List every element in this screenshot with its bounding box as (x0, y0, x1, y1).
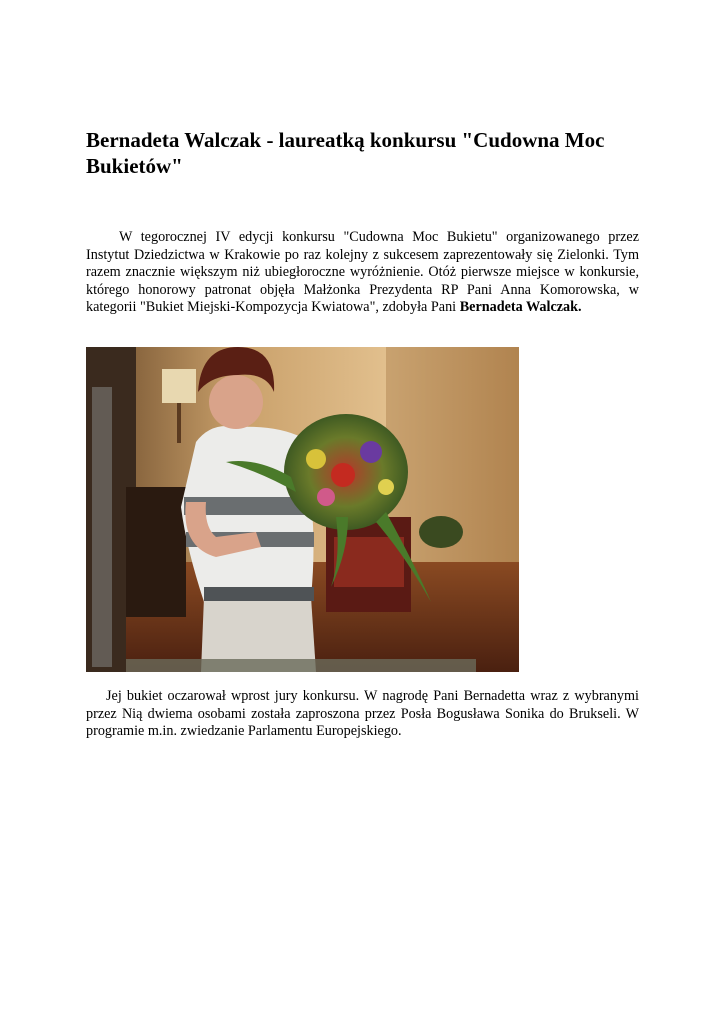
photo-side-cabinet (126, 487, 186, 617)
article-paragraph-2: Jej bukiet oczarował wprost jury konkursu. W nagrodę Pani Bernadetta wraz z wybranymi przez Nią dwiema osobami została zaproszona przez Posła Bogusława Sonika do Brukseli. W programie m.in. zwiedzanie Parlamentu Europejskiego. (86, 688, 639, 740)
article-paragraph-1 (86, 229, 639, 317)
article-photo (86, 347, 519, 672)
photo-woman-head (209, 375, 263, 429)
photo-belt (204, 587, 314, 601)
photo-lamp-shade (162, 369, 196, 403)
photo-curtain-light (92, 387, 112, 667)
laureate-name: Bernadeta Walczak. (459, 299, 582, 316)
photo-bouquet-flower-1 (306, 449, 326, 469)
article-title: Bernadeta Walczak - laureatką konkursu "Cudowna Moc Bukietów" (86, 128, 605, 178)
photo-bouquet-flower-3 (378, 479, 394, 495)
photo-bouquet-flower-2 (360, 441, 382, 463)
photo-table-edge (126, 659, 476, 672)
photo-bouquet-flower-4 (317, 488, 335, 506)
photo-lamp-stand (177, 403, 181, 443)
photo-plant (419, 516, 463, 548)
photo-bouquet-apple (331, 463, 355, 487)
paragraph-1-text: W tegorocznej IV edycji konkursu "Cudowna Moc Bukietu" organizowanego przez Instytut Dziedzictwa w Krakowie po raz kolejny z sukcesem zaprezentowały się Zielonki. Tym razem znacznie większym niż ubiegłoroczne wyróżnienie. Otóż pierwsze miejsce w konkursie, którego honorowy patronat objęła Małżonka Prezydenta RP Pani Anna Komorowska, w kategorii "Bukiet Miejski-Kompozycja Kwiatowa", zdobyła Pani (86, 229, 639, 316)
